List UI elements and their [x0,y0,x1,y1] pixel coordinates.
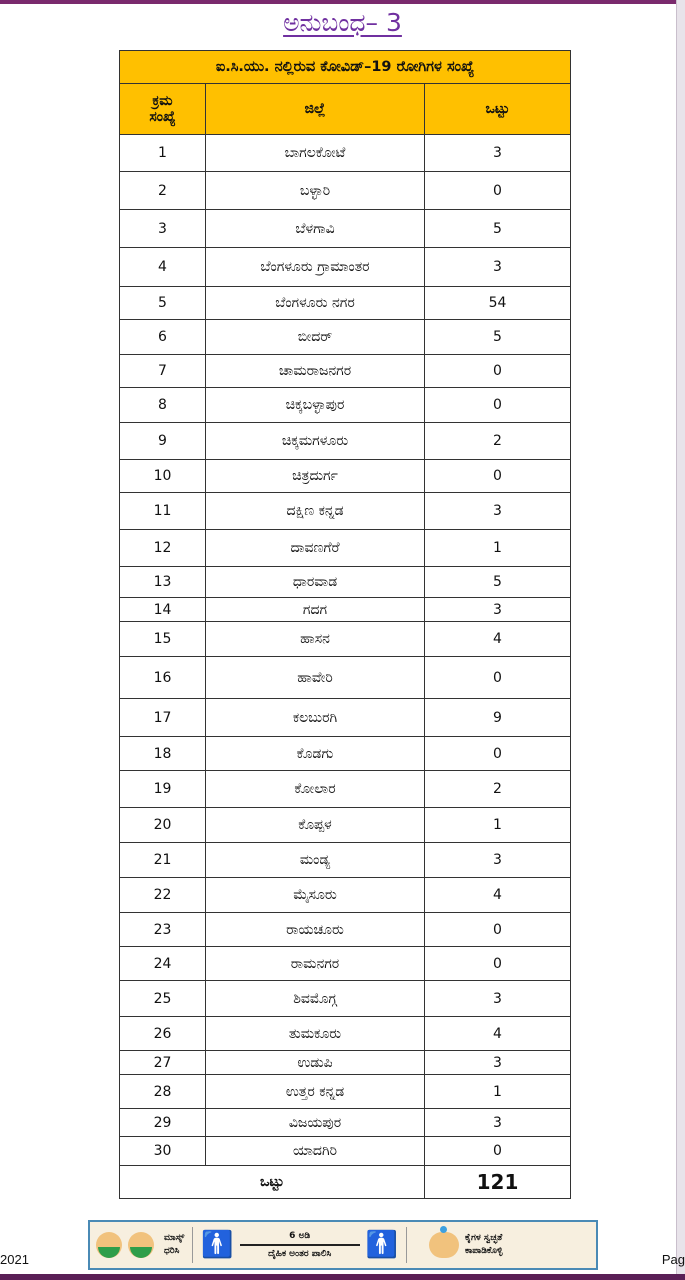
top-border-line [0,0,685,4]
district-cell: ರಾಯಚೂರು [206,913,425,947]
serial-cell: 13 [120,567,206,598]
district-cell: ದಾವಣಗೆರೆ [206,530,425,567]
serial-cell: 14 [120,598,206,622]
header-total: ಒಟ್ಟು [425,84,571,135]
table-row [120,172,571,210]
count-cell: 3 [425,1109,571,1137]
district-cell: ಬಳ್ಳಾರಿ [206,172,425,210]
table-row [120,598,571,622]
serial-cell: 15 [120,622,206,657]
distance-text: ದೈಹಿಕ ಅಂತರ ಪಾಲಿಸಿ [268,1249,332,1259]
count-cell: 9 [425,699,571,737]
person-icon: 🚹 [365,1230,399,1260]
distance-value: 6 ಅಡಿ [289,1231,311,1241]
double-arrow-icon [240,1244,360,1246]
count-cell: 54 [425,287,571,320]
serial-cell: 6 [120,320,206,355]
count-cell: 2 [425,771,571,808]
serial-cell: 25 [120,981,206,1017]
district-cell: ದಕ್ಷಿಣ ಕನ್ನಡ [206,493,425,530]
district-cell: ಬೆಳಗಾವಿ [206,210,425,248]
serial-cell: 9 [120,423,206,460]
footer-date: 2021 [0,1252,29,1267]
count-cell: 3 [425,135,571,172]
count-cell: 3 [425,843,571,878]
count-cell: 3 [425,598,571,622]
district-cell: ಕೊಪ್ಪಳ [206,808,425,843]
serial-cell: 12 [120,530,206,567]
person-icon: 🚹 [201,1230,234,1260]
page-title: ಅನುಬಂಧ– 3 [283,8,402,37]
district-cell: ಹಾಸನ [206,622,425,657]
district-cell: ಬಾಗಲಕೋಟೆ [206,135,425,172]
district-cell: ತುಮಕೂರು [206,1017,425,1051]
count-cell: 1 [425,530,571,567]
header-serial-line2: ಸಂಖ್ಯೆ [149,109,176,125]
table-row [120,567,571,598]
table-row [120,210,571,248]
district-cell: ಚಿತ್ರದುರ್ಗ [206,460,425,493]
serial-cell: 23 [120,913,206,947]
masked-face-icon [96,1232,122,1258]
count-cell: 0 [425,460,571,493]
serial-cell: 17 [120,699,206,737]
serial-cell: 27 [120,1051,206,1075]
safety-banner [88,1220,598,1270]
table-row [120,622,571,657]
total-value: 121 [425,1166,571,1199]
district-cell: ಚಿಕ್ಕಬಳ್ಳಾಪುರ [206,388,425,423]
count-cell: 3 [425,981,571,1017]
mask-text-line1: ಮಾಸ್ಕ್ [164,1233,185,1243]
icu-patients-table [119,50,571,1199]
serial-cell: 10 [120,460,206,493]
table-row [120,1017,571,1051]
table-row [120,355,571,388]
count-cell: 4 [425,1017,571,1051]
district-cell: ಕೊಡಗು [206,737,425,771]
count-cell: 5 [425,320,571,355]
count-cell: 1 [425,808,571,843]
district-cell: ಚಾಮರಾಜನಗರ [206,355,425,388]
hands-text-line1: ಕೈಗಳ ಸ್ವಚ್ಛತೆ [465,1233,503,1243]
serial-cell: 28 [120,1075,206,1109]
district-cell: ಮೈಸೂರು [206,878,425,913]
table-row [120,843,571,878]
district-cell: ಮಂಡ್ಯ [206,843,425,878]
district-cell: ಉಡುಪಿ [206,1051,425,1075]
count-cell: 0 [425,947,571,981]
distance-segment [201,1222,398,1268]
district-cell: ಯಾದಗಿರಿ [206,1137,425,1166]
district-cell: ಬೀದರ್ [206,320,425,355]
table-row [120,737,571,771]
table-row [120,699,571,737]
table-row [120,1075,571,1109]
hands-text-line2: ಕಾಪಾಡಿಕೊಳ್ಳಿ [465,1246,503,1256]
serial-cell: 26 [120,1017,206,1051]
table-row [120,657,571,699]
count-cell: 3 [425,493,571,530]
masked-face-icon [128,1232,154,1258]
count-cell: 5 [425,567,571,598]
district-cell: ಕೋಲಾರ [206,771,425,808]
washing-hands-icon [429,1232,459,1258]
mask-segment [90,1222,184,1268]
count-cell: 5 [425,210,571,248]
district-cell: ವಿಜಯಪುರ [206,1109,425,1137]
district-cell: ಉತ್ತರ ಕನ್ನಡ [206,1075,425,1109]
serial-cell: 19 [120,771,206,808]
serial-cell: 29 [120,1109,206,1137]
count-cell: 0 [425,1137,571,1166]
count-cell: 0 [425,388,571,423]
table-caption: ಐ.ಸಿ.ಯು. ನಲ್ಲಿರುವ ಕೋವಿಡ್–19 ರೋಗಿಗಳ ಸಂಖ್ಯೆ [120,51,571,84]
serial-cell: 2 [120,172,206,210]
count-cell: 3 [425,1051,571,1075]
count-cell: 3 [425,248,571,287]
table-row [120,878,571,913]
total-label: ಒಟ್ಟು [120,1166,425,1199]
district-cell: ಶಿವಮೊಗ್ಗ [206,981,425,1017]
serial-cell: 24 [120,947,206,981]
bottom-border-bar [0,1274,685,1280]
banner-divider [406,1227,407,1263]
header-serial [120,84,206,135]
count-cell: 4 [425,622,571,657]
district-cell: ಗದಗ [206,598,425,622]
serial-cell: 1 [120,135,206,172]
serial-cell: 4 [120,248,206,287]
right-page-edge [676,0,685,1280]
table-row [120,771,571,808]
count-cell: 0 [425,172,571,210]
serial-cell: 5 [120,287,206,320]
district-cell: ಬೆಂಗಳೂರು ನಗರ [206,287,425,320]
table-row [120,248,571,287]
table-row [120,388,571,423]
count-cell: 0 [425,657,571,699]
header-district: ಜಿಲ್ಲೆ [206,84,425,135]
table-caption-row [120,51,571,84]
table-row [120,320,571,355]
serial-cell: 20 [120,808,206,843]
serial-cell: 7 [120,355,206,388]
serial-cell: 16 [120,657,206,699]
count-cell: 0 [425,913,571,947]
district-cell: ಬೆಂಗಳೂರು ಗ್ರಾಮಾಂತರ [206,248,425,287]
serial-cell: 22 [120,878,206,913]
table-row [120,1051,571,1075]
district-cell: ಕಲಬುರಗಿ [206,699,425,737]
count-cell: 4 [425,878,571,913]
count-cell: 2 [425,423,571,460]
district-cell: ರಾಮನಗರ [206,947,425,981]
table-row [120,808,571,843]
serial-cell: 21 [120,843,206,878]
banner-divider [192,1227,193,1263]
count-cell: 0 [425,737,571,771]
table-row [120,460,571,493]
table-row [120,1137,571,1166]
table-row [120,913,571,947]
serial-cell: 8 [120,388,206,423]
table-row [120,981,571,1017]
table-row [120,423,571,460]
table-row [120,947,571,981]
table-header-row [120,84,571,135]
district-cell: ಹಾವೇರಿ [206,657,425,699]
serial-cell: 30 [120,1137,206,1166]
serial-cell: 18 [120,737,206,771]
serial-cell: 11 [120,493,206,530]
hands-segment [415,1222,502,1268]
district-cell: ಚಿಕ್ಕಮಗಳೂರು [206,423,425,460]
table-row [120,493,571,530]
footer-page: Pag [661,1252,685,1267]
table-row [120,135,571,172]
table-row [120,287,571,320]
count-cell: 0 [425,355,571,388]
table-total-row [120,1166,571,1199]
count-cell: 1 [425,1075,571,1109]
table-row [120,530,571,567]
district-cell: ಧಾರವಾಡ [206,567,425,598]
mask-text-line2: ಧರಿಸಿ [164,1246,180,1256]
header-serial-line1: ಕ್ರಮ [152,93,173,109]
table-row [120,1109,571,1137]
serial-cell: 3 [120,210,206,248]
